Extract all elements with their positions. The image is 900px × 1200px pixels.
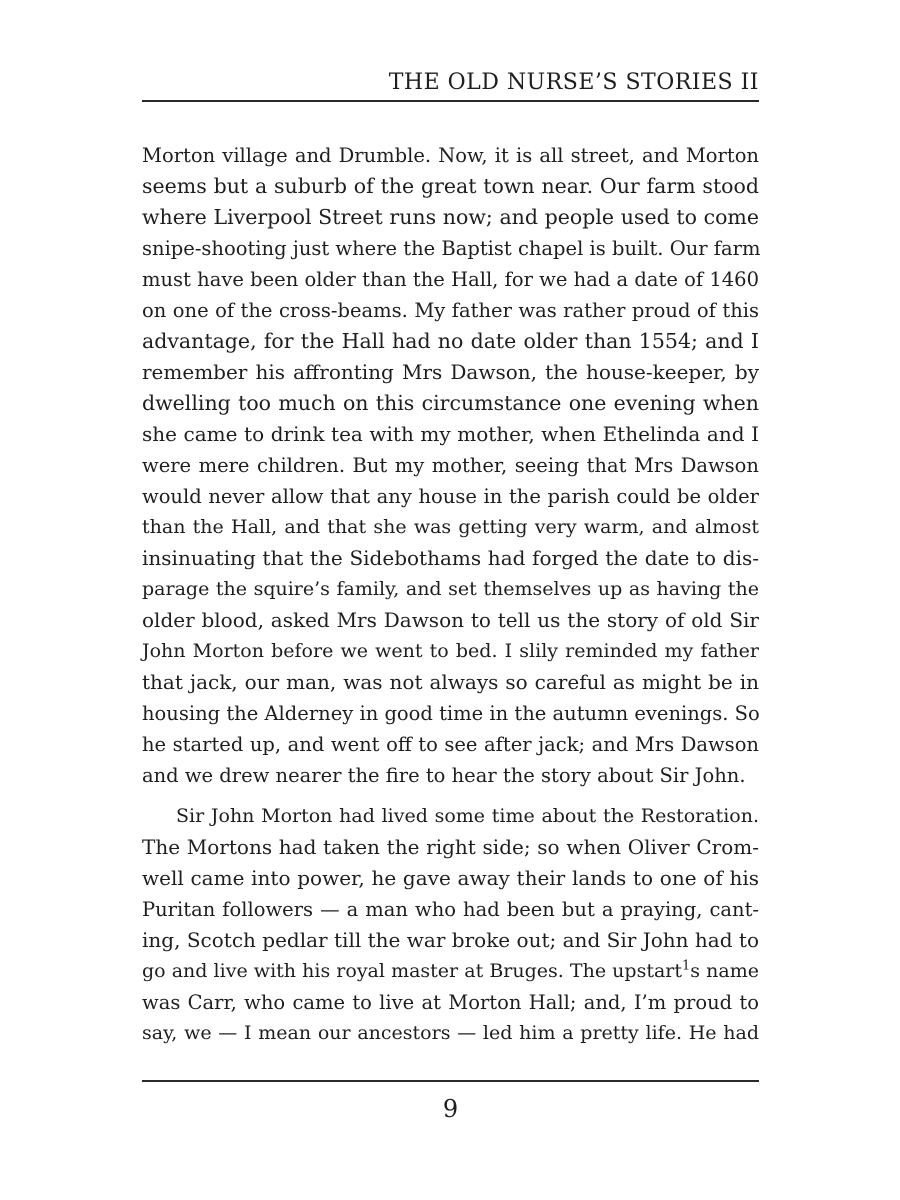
text-line: than the Hall, and that she was getting very warm, and almost [142,516,759,538]
text-line: must have been older than the Hall, for we had a date of 1460 [142,268,759,291]
text-line: say, we — I mean our ancestors — led him a pretty life. He had [142,1022,759,1044]
body-text [142,140,759,1049]
running-head: THE OLD NURSE’S STORIES II [388,70,759,95]
text-line: would never allow that any house in the parish could be older [142,485,759,508]
text-segment: go and live with his royal master at Bruges. The upstart [142,960,683,982]
footer-rule [142,1080,759,1082]
text-line: Morton village and Drumble. Now, it is all street, and Morton [142,144,759,167]
text-line: was Carr, who came to live at Morton Hall; and, I’m proud to [142,991,759,1014]
footnote-marker[interactable]: 1 [682,958,691,974]
text-line: John Morton before we went to bed. I slily reminded my father [142,640,759,662]
text-line: seems but a suburb of the great town near. Our farm stood [142,174,759,198]
text-line: insinuating that the Sidebothams had forged the date to dis- [142,546,759,570]
text-line: where Liverpool Street runs now; and people used to come [142,205,759,229]
paragraph-gap [142,791,759,801]
text-line: Sir John Morton had lived some time about the Restoration. [176,805,759,827]
text-line: housing the Alderney in good time in the autumn evenings. So [142,702,760,725]
text-line: were mere children. But my mother, seeing that Mrs Dawson [142,454,759,477]
text-line: advantage, for the Hall had no date older than 1554; and I [142,329,759,353]
text-line: older blood, asked Mrs Dawson to tell us the story of old Sir [142,608,759,632]
text-line: snipe-shooting just where the Baptist chapel is built. Our farm [142,237,761,260]
text-line: well came into power, he gave away their lands to one of his [142,866,759,890]
text-line: The Mortons had taken the right side; so when Oliver Crom- [142,835,759,859]
text-line: he started up, and went off to see after jack; and Mrs Dawson [142,733,759,756]
text-line: on one of the cross-beams. My father was rather proud of this [142,299,759,322]
text-line: she came to drink tea with my mother, when Ethelinda and I [142,422,759,446]
text-line: and we drew nearer the fire to hear the story about Sir John. [142,764,746,787]
text-line: dwelling too much on this circumstance one evening when [142,391,759,415]
text-line: parage the squire’s family, and set themselves up as having the [142,578,759,600]
header-rule [142,100,759,102]
text-line: ing, Scotch pedlar till the war broke out; and Sir John had to [142,928,759,952]
text-line-footnote [142,956,759,987]
page-number: 9 [442,1095,459,1123]
text-line: Puritan followers — a man who had been but a praying, cant- [142,898,759,921]
text-segment: s name [690,960,759,982]
text-line: remember his affronting Mrs Dawson, the house-keeper, by [142,360,759,384]
text-line: that jack, our man, was not always so careful as might be in [142,670,759,694]
